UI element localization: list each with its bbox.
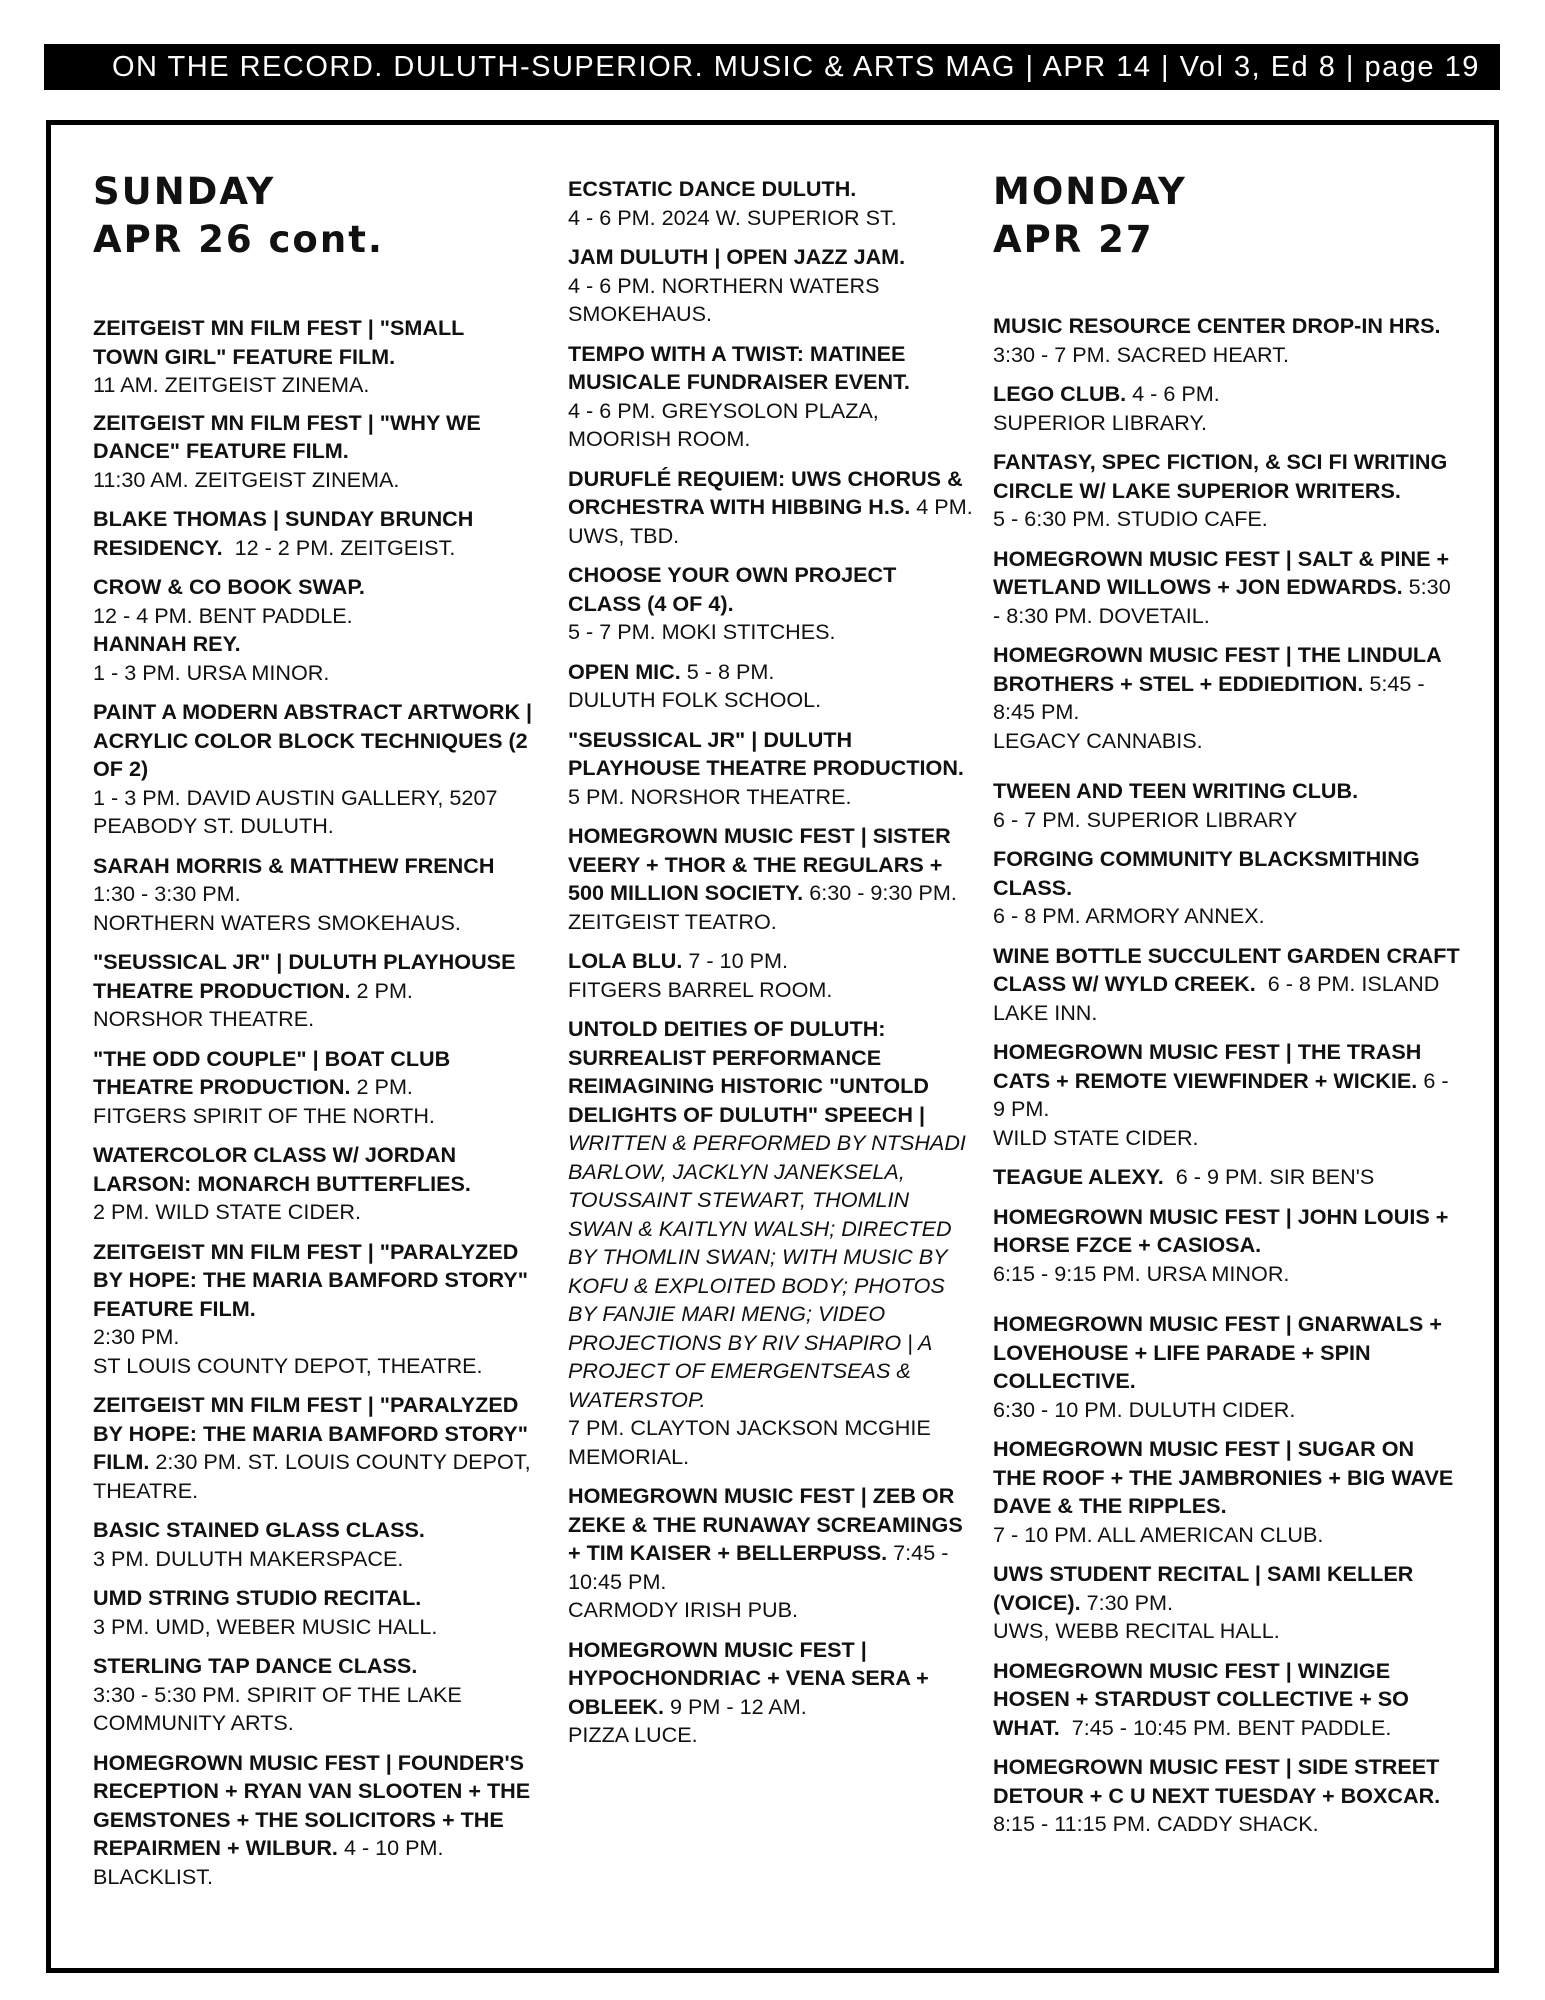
event-title: ZEITGEIST MN FILM FEST | "SMALL TOWN GIRL" FEATURE FILM. — [93, 315, 464, 369]
event-title: HOMEGROWN MUSIC FEST | THE TRASH CATS + REMOTE VIEWFINDER + WICKIE. — [993, 1039, 1422, 1093]
event-listing — [93, 1652, 533, 1738]
event-venue: WILD STATE CIDER. — [993, 1124, 1199, 1150]
event-details: 6:30 - 9:30 PM. — [809, 880, 957, 905]
event-details: 2:30 PM. — [93, 1324, 180, 1349]
event-details: 7 PM. CLAYTON JACKSON MCGHIE MEMORIAL. — [568, 1415, 931, 1469]
event-details: 2 PM. — [356, 977, 413, 1003]
event-listing — [93, 573, 533, 630]
event-details: 7:45 - 10:45 PM. BENT PADDLE. — [1071, 1714, 1392, 1740]
event-listing — [993, 777, 1463, 834]
event-venue: ZEITGEIST TEATRO. — [568, 908, 777, 934]
event-listing — [993, 312, 1463, 369]
event-title: OPEN MIC. — [568, 658, 681, 684]
event-details: 1:30 - 3:30 PM. — [93, 881, 241, 906]
event-title: "THE ODD COUPLE" | BOAT CLUB THEATRE PRODUCTION. — [93, 1045, 451, 1099]
event-title: BASIC STAINED GLASS CLASS. — [93, 1517, 425, 1542]
event-venue: PIZZA LUCE. — [568, 1722, 698, 1747]
event-details: 1 - 3 PM. DAVID AUSTIN GALLERY, 5207 PEABODY ST. DULUTH. — [93, 784, 498, 838]
event-listing — [568, 1015, 973, 1471]
event-details: 7:30 PM. — [1086, 1589, 1173, 1615]
event-title: STERLING TAP DANCE CLASS. — [93, 1653, 418, 1678]
event-details: 6 - 7 PM. SUPERIOR LIBRARY — [993, 806, 1298, 832]
event-listing — [93, 630, 533, 687]
event-details: 7:45 - 10:45 PM. — [568, 1540, 949, 1594]
event-listing — [993, 1310, 1463, 1424]
event-details: 2 PM. WILD STATE CIDER. — [93, 1199, 361, 1224]
event-details: 9 PM - 12 AM. — [669, 1693, 807, 1719]
event-listing — [93, 1391, 533, 1505]
event-title: HOMEGROWN MUSIC FEST | HYPOCHONDRIAC + VENA SERA + OBLEEK. — [568, 1636, 929, 1719]
event-details: 6 - 9 PM. SIR BEN'S — [1175, 1164, 1375, 1189]
event-title: HOMEGROWN MUSIC FEST | SUGAR ON THE ROOF + THE JAMBRONIES + BIG WAVE DAVE & THE RIPPLES. — [993, 1436, 1454, 1518]
event-listing — [93, 1141, 533, 1227]
event-title: HOMEGROWN MUSIC FEST | ZEB OR ZEKE & THE RUNAWAY SCREAMINGS + TIM KAISER + BELLERPUSS. — [568, 1483, 963, 1565]
event-credits: WRITTEN & PERFORMED BY NTSHADI BARLOW, JACKLYN JANEKSELA, TOUSSAINT STEWART, THOMLIN SWAN & KAITLYN WALSH; DIRECTED BY THOMLIN SWAN; WITH MUSIC BY KOFU & EXPLOITED BODY; PHOTOS BY FANJIE MARI MENG; VIDEO PROJECTIONS BY RIV SHAPIRO | A PROJECT OF EMERGENTSEAS & WATERSTOP. — [568, 1130, 966, 1412]
event-venue: CARMODY IRISH PUB. — [568, 1597, 798, 1622]
event-details: 6 - 9 PM. — [993, 1067, 1449, 1121]
event-details: 4 - 10 PM. BLACKLIST. — [93, 1835, 444, 1889]
event-details: 8:15 - 11:15 PM. CADDY SHACK. — [993, 1811, 1319, 1836]
event-title: BLAKE THOMAS | SUNDAY BRUNCH RESIDENCY. — [93, 506, 474, 560]
event-details: 3:30 - 7 PM. SACRED HEART. — [993, 341, 1290, 367]
event-title: CROW & CO BOOK SWAP. — [93, 574, 365, 599]
event-venue: FITGERS BARREL ROOM. — [568, 976, 833, 1002]
event-details: 11:30 AM. ZEITGEIST ZINEMA. — [93, 466, 400, 492]
event-listing — [993, 641, 1463, 755]
event-details: 3 PM. UMD, WEBER MUSIC HALL. — [93, 1613, 438, 1639]
event-title: CHOOSE YOUR OWN PROJECT CLASS (4 OF 4). — [568, 562, 897, 616]
event-listing — [993, 1560, 1463, 1646]
day-date: APR 27 — [993, 218, 1154, 261]
event-details: 7 - 10 PM. ALL AMERICAN CLUB. — [993, 1521, 1324, 1547]
event-listing — [568, 243, 973, 329]
event-listing — [993, 448, 1463, 534]
event-details: 5:30 - 8:30 PM. DOVETAIL. — [993, 574, 1451, 628]
event-details: 6:15 - 9:15 PM. URSA MINOR. — [993, 1260, 1290, 1286]
event-title: "SEUSSICAL JR" | DULUTH PLAYHOUSE THEATRE PRODUCTION. — [568, 726, 964, 780]
event-title: TWEEN AND TEEN WRITING CLUB. — [993, 778, 1359, 803]
event-listing — [93, 314, 533, 400]
event-title: JAM DULUTH | OPEN JAZZ JAM. — [568, 244, 906, 269]
event-details: 4 - 6 PM. 2024 W. SUPERIOR ST. — [568, 204, 897, 230]
event-listing — [993, 1038, 1463, 1152]
event-details: 3 PM. DULUTH MAKERSPACE. — [93, 1545, 404, 1571]
event-listing — [993, 1753, 1463, 1839]
event-listing — [993, 1163, 1463, 1192]
event-venue: SUPERIOR LIBRARY. — [993, 409, 1208, 435]
event-title: WATERCOLOR CLASS W/ JORDAN LARSON: MONARCH BUTTERFLIES. — [93, 1142, 471, 1196]
event-venue: FITGERS SPIRIT OF THE NORTH. — [93, 1102, 435, 1128]
day-heading — [93, 168, 533, 264]
event-title: SARAH MORRIS & MATTHEW FRENCH — [93, 852, 495, 878]
event-details: 2 PM. — [356, 1074, 413, 1099]
event-listing — [93, 1516, 533, 1573]
event-listing — [993, 380, 1463, 437]
event-title: FORGING COMMUNITY BLACKSMITHING CLASS. — [993, 846, 1420, 900]
event-details: 1 - 3 PM. URSA MINOR. — [93, 659, 330, 685]
event-details: 6 - 8 PM. ISLAND LAKE INN. — [993, 971, 1440, 1025]
event-listing — [568, 947, 973, 1004]
event-listing — [93, 852, 533, 938]
event-details: 4 - 6 PM. GREYSOLON PLAZA, MOORISH ROOM. — [568, 397, 879, 451]
event-listing — [568, 1636, 973, 1750]
event-details: 3:30 - 5:30 PM. SPIRIT OF THE LAKE COMMUNITY ARTS. — [93, 1681, 462, 1735]
monday-column — [993, 168, 1463, 1850]
event-title: LEGO CLUB. — [993, 381, 1127, 406]
event-title: HOMEGROWN MUSIC FEST | WINZIGE HOSEN + STARDUST COLLECTIVE + SO WHAT. — [993, 1657, 1409, 1740]
event-title: ZEITGEIST MN FILM FEST | "WHY WE DANCE" FEATURE FILM. — [93, 409, 481, 463]
event-details: 2:30 PM. ST. LOUIS COUNTY DEPOT, THEATRE. — [93, 1449, 531, 1503]
event-listing — [568, 1482, 973, 1625]
event-listing — [568, 340, 973, 454]
event-listing — [93, 409, 533, 495]
event-venue: NORSHOR THEATRE. — [93, 1006, 315, 1031]
event-title: PAINT A MODERN ABSTRACT ARTWORK | ACRYLIC COLOR BLOCK TECHNIQUES (2 OF 2) — [93, 699, 533, 781]
event-listing — [993, 1657, 1463, 1743]
event-title: UMD STRING STUDIO RECITAL. — [93, 1585, 422, 1610]
event-listing — [993, 845, 1463, 931]
event-title: HOMEGROWN MUSIC FEST | SALT & PINE + WETLAND WILLOWS + JON EDWARDS. — [993, 545, 1450, 599]
event-title: TEMPO WITH A TWIST: MATINEE MUSICALE FUNDRAISER EVENT. — [568, 340, 910, 394]
event-title: HOMEGROWN MUSIC FEST | FOUNDER'S RECEPTION + RYAN VAN SLOOTEN + THE GEMSTONES + THE SOLICITORS + THE REPAIRMEN + WILBUR. — [93, 1749, 531, 1860]
day-date: APR 26 cont. — [93, 218, 384, 261]
event-listing — [568, 465, 973, 551]
event-venue: ST LOUIS COUNTY DEPOT, THEATRE. — [93, 1352, 483, 1378]
middle-column — [568, 175, 973, 1761]
event-title: HANNAH REY. — [93, 631, 241, 656]
event-title: HOMEGROWN MUSIC FEST | SIDE STREET DETOUR + C U NEXT TUESDAY + BOXCAR. — [993, 1754, 1441, 1808]
event-listing — [93, 948, 533, 1034]
event-listing — [93, 1584, 533, 1641]
event-title: DURUFLÉ REQUIEM: UWS CHORUS & ORCHESTRA WITH HIBBING H.S. — [568, 465, 963, 519]
event-title: ZEITGEIST MN FILM FEST | "PARALYZED BY HOPE: THE MARIA BAMFORD STORY" FILM. — [93, 1392, 528, 1474]
event-details: 5:45 - 8:45 PM. — [993, 670, 1425, 724]
event-details: 5 - 6:30 PM. STUDIO CAFE. — [993, 506, 1268, 531]
event-title: TEAGUE ALEXY. — [993, 1164, 1164, 1189]
event-title: HOMEGROWN MUSIC FEST | THE LINDULA BROTHERS + STEL + EDDIEDITION. — [993, 642, 1441, 696]
sunday-column — [93, 168, 533, 1902]
event-title: HOMEGROWN MUSIC FEST | SISTER VEERY + THOR & THE REGULARS + 500 MILLION SOCIETY. — [568, 823, 951, 905]
event-venue: UWS, WEBB RECITAL HALL. — [993, 1618, 1280, 1643]
event-title: FANTASY, SPEC FICTION, & SCI FI WRITING CIRCLE W/ LAKE SUPERIOR WRITERS. — [993, 449, 1448, 503]
event-title: ZEITGEIST MN FILM FEST | "PARALYZED BY HOPE: THE MARIA BAMFORD STORY" FEATURE FILM. — [93, 1238, 528, 1321]
event-details: 6:30 - 10 PM. DULUTH CIDER. — [993, 1396, 1296, 1422]
event-details: 12 - 4 PM. BENT PADDLE. — [93, 602, 353, 628]
event-listing — [568, 175, 973, 232]
event-details: 4 PM. UWS, TBD. — [568, 494, 973, 548]
event-title: LOLA BLU. — [568, 948, 683, 973]
event-listing — [568, 822, 973, 936]
day-heading — [993, 168, 1463, 264]
event-title: WINE BOTTLE SUCCULENT GARDEN CRAFT CLASS W/ WYLD CREEK. — [993, 942, 1460, 996]
event-title: "SEUSSICAL JR" | DULUTH PLAYHOUSE THEATRE PRODUCTION. — [93, 949, 516, 1003]
event-listing — [993, 1435, 1463, 1549]
event-details: 12 - 2 PM. ZEITGEIST. — [234, 534, 456, 560]
event-venue: LEGACY CANNABIS. — [993, 727, 1203, 753]
event-listing — [568, 726, 973, 812]
event-listing — [568, 658, 973, 715]
event-listing — [93, 1045, 533, 1131]
event-details: 7 - 10 PM. — [688, 948, 788, 973]
event-venue: NORTHERN WATERS SMOKEHAUS. — [93, 909, 461, 935]
day-name: MONDAY — [993, 170, 1187, 213]
event-venue: DULUTH FOLK SCHOOL. — [568, 687, 822, 712]
event-details: 5 PM. NORSHOR THEATRE. — [568, 783, 852, 809]
event-details: 11 AM. ZEITGEIST ZINEMA. — [93, 372, 370, 397]
event-listing — [993, 1203, 1463, 1289]
event-title: HOMEGROWN MUSIC FEST | JOHN LOUIS + HORSE FZCE + CASIOSA. — [993, 1203, 1449, 1257]
event-details: 5 - 7 PM. MOKI STITCHES. — [568, 619, 836, 644]
event-listing — [568, 561, 973, 647]
event-listing — [93, 505, 533, 562]
event-details: 5 - 8 PM. — [686, 658, 775, 684]
event-listing — [93, 698, 533, 841]
event-listing — [93, 1749, 533, 1892]
event-listing — [993, 545, 1463, 631]
event-details: 4 - 6 PM. NORTHERN WATERS SMOKEHAUS. — [568, 272, 880, 326]
event-title: MUSIC RESOURCE CENTER DROP-IN HRS. — [993, 313, 1441, 338]
event-title: UWS STUDENT RECITAL | SAMI KELLER (VOICE). — [993, 1561, 1414, 1615]
event-details: 6 - 8 PM. ARMORY ANNEX. — [993, 903, 1265, 928]
event-title: UNTOLD DEITIES OF DULUTH: SURREALIST PERFORMANCE REIMAGINING HISTORIC "UNTOLD DELIGHTS OF DULUTH" SPEECH | — [568, 1016, 929, 1127]
event-title: HOMEGROWN MUSIC FEST | GNARWALS + LOVEHOUSE + LIFE PARADE + SPIN COLLECTIVE. — [993, 1311, 1442, 1393]
page-header: ON THE RECORD. DULUTH-SUPERIOR. MUSIC & ARTS MAG | APR 14 | Vol 3, Ed 8 | page 19 — [44, 44, 1500, 90]
event-listing — [93, 1238, 533, 1381]
event-details: 4 - 6 PM. — [1132, 381, 1220, 406]
event-title: ECSTATIC DANCE DULUTH. — [568, 176, 857, 201]
day-name: SUNDAY — [93, 170, 276, 213]
event-listing — [993, 942, 1463, 1028]
